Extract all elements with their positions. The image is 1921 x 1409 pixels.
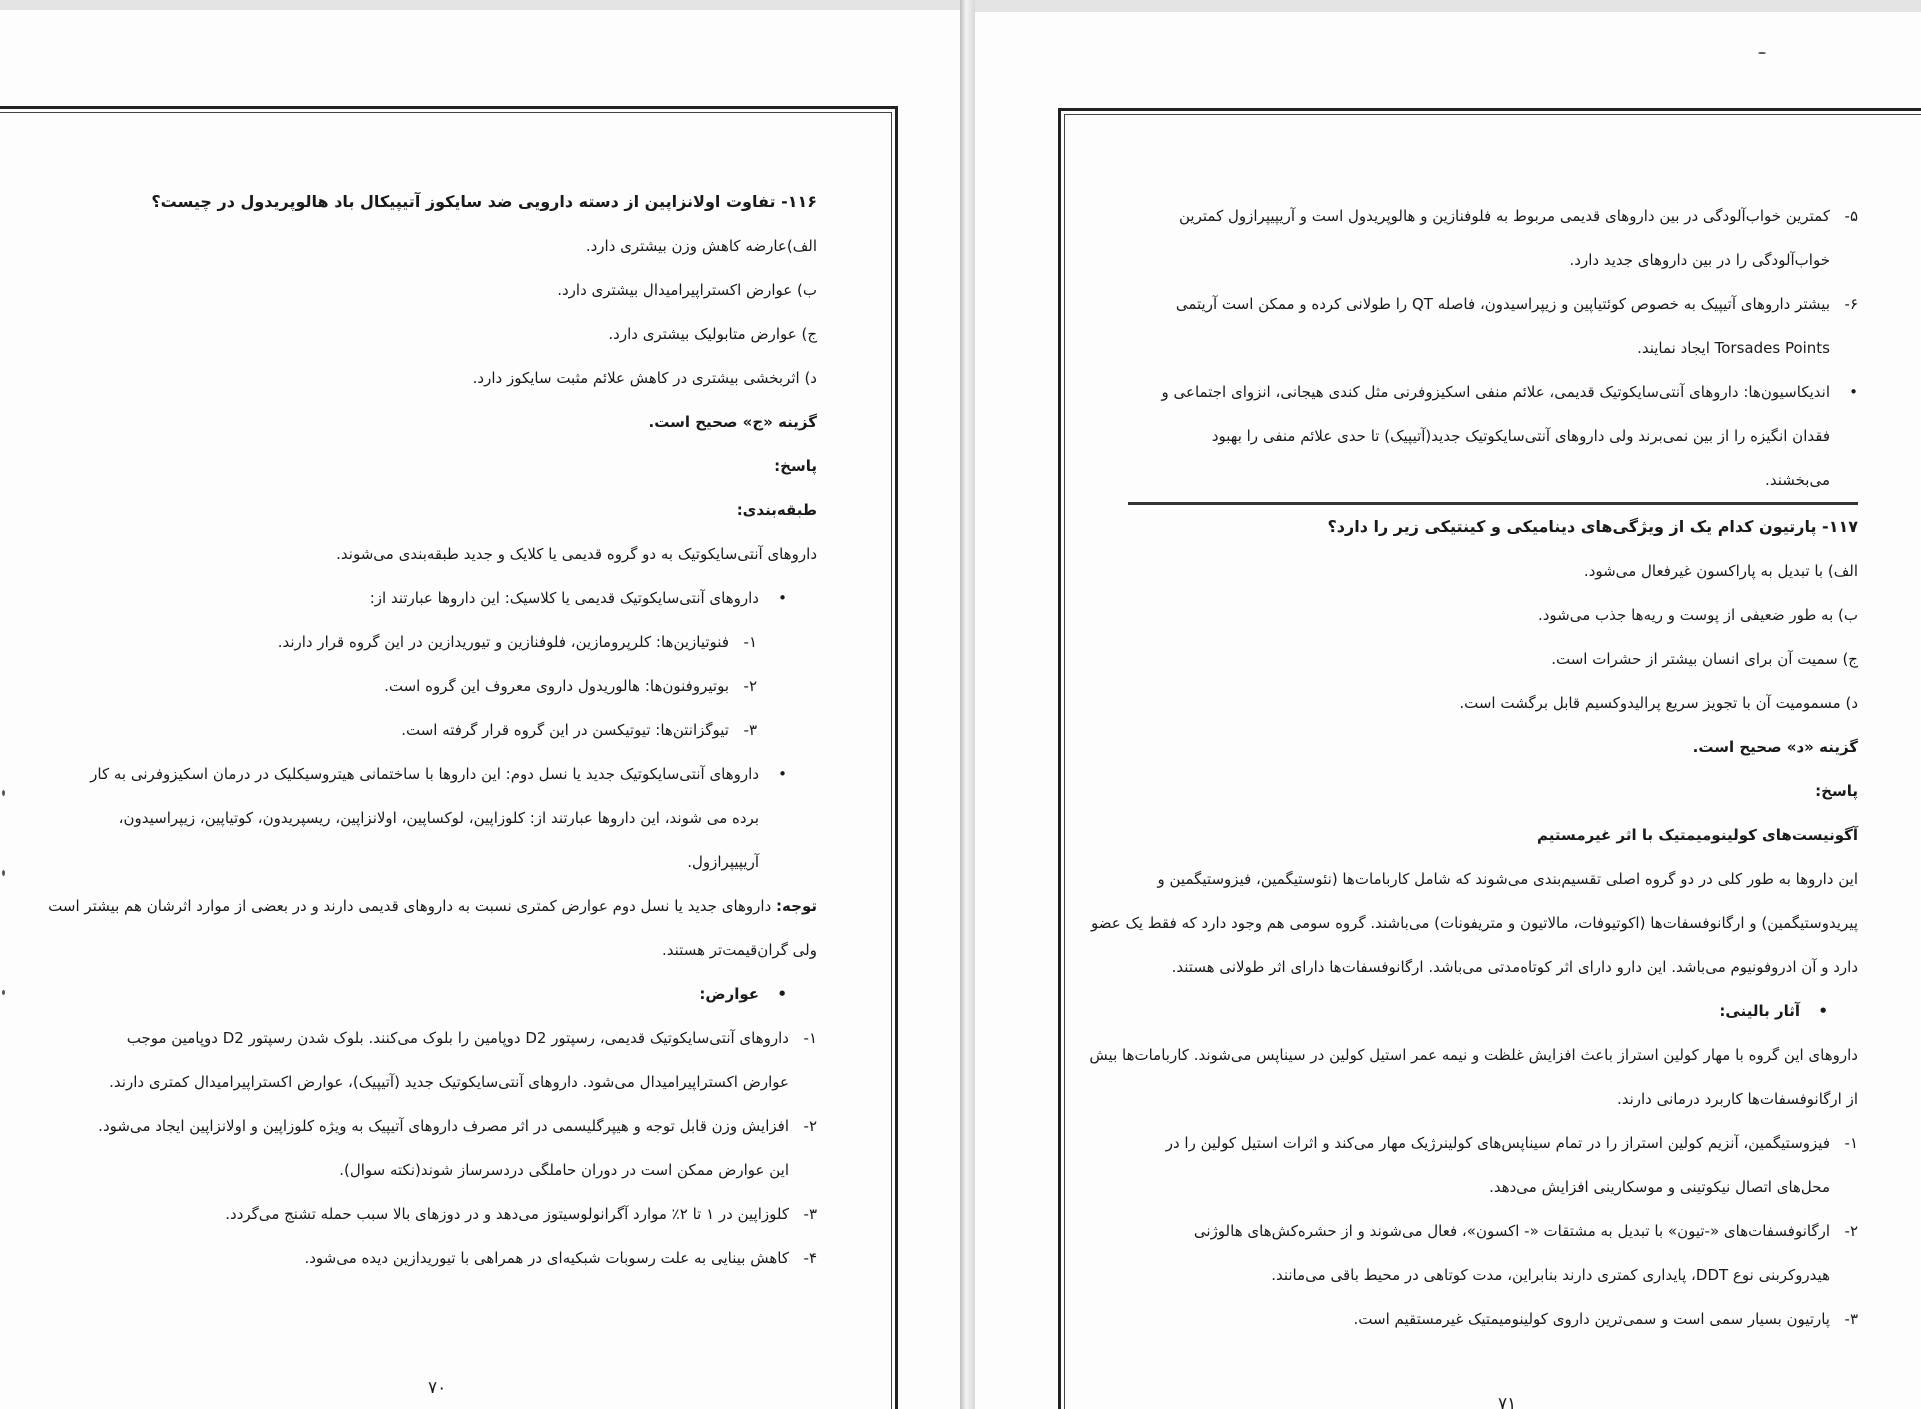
indications-bullet	[1128, 370, 1858, 502]
scan-speck	[1758, 52, 1766, 54]
item-line: عوارض اکستراپیرامیدال می‌شود. داروهای آنتی‌سایکوتیک جدید (آتیپیک)، عوارض اکستراپیرامیدال کمتری دارند.	[109, 1073, 789, 1091]
old-item-1	[55, 620, 757, 664]
continued-item-6	[1128, 282, 1858, 370]
paragraph-line: دارد و آن ادروفونیوم می‌باشد. این دارو دارای اثر کوتاه‌مدتی می‌باشد. ارگانوفسفات‌ها دارای اثر طولانی هستند.	[1171, 958, 1858, 976]
classification-label: طبقه‌بندی:	[736, 501, 817, 519]
right-page-content	[1089, 194, 1858, 1341]
item-line: فیزوستیگمین، آنزیم کولین استراز را در تمام سیناپس‌های کولینرژیک مهار می‌کند و اثرات استیل کولین را در	[1165, 1134, 1830, 1152]
right-page	[975, 12, 1921, 1409]
bullet-old-text: داروهای آنتی‌سایکوتیک قدیمی یا کلاسیک: این داروها عبارتند از:	[369, 589, 759, 607]
question-116-title: ۱۱۶- تفاوت اولانزاپین از دسته دارویی ضد سایکوز آتیپیکال باد هالوپریدول در چیست؟	[151, 192, 817, 211]
left-page-content	[48, 180, 817, 1280]
item-line: این عوارض ممکن است در دوران حاملگی دردسرساز شوند(نکته سوال).	[339, 1161, 789, 1179]
item-marker: ۵-	[1844, 207, 1858, 225]
item-text: فنوتیازین‌ها: کلرپرومازین، فلوفنازین و تیوریدازین در این گروه قرار دارند.	[277, 633, 729, 651]
bullet-marker: •	[778, 765, 787, 783]
bullet-new-line: آریپیپرازول.	[687, 853, 759, 871]
paragraph-line: این داروها به طور کلی در دو گروه اصلی تقسیم‌بندی می‌شوند که شامل کاربامات‌ها (نئوستیگمین، فیزوستیگمین و	[1157, 870, 1858, 888]
side-effect-3	[55, 1192, 817, 1236]
item-marker: ۳-	[1844, 1310, 1858, 1328]
clinical-item-3	[1128, 1297, 1858, 1341]
item-line: فقدان انگیزه را از بین نمی‌برند ولی داروهای آنتی‌سایکوتیک جدید(آتیپیک) تا حدی علائم منفی را بهبود	[1211, 427, 1830, 445]
answer-label: پاسخ:	[1815, 782, 1858, 800]
book-gutter	[960, 0, 975, 1409]
item-line: بیشتر داروهای آتیپیک به خصوص کوئتیاپین و زیپراسیدون، فاصله QT را طولانی کرده و ممکن است آریتمی	[1175, 295, 1830, 313]
item-marker: ۱-	[803, 1029, 817, 1047]
answer-label: پاسخ:	[774, 457, 817, 475]
old-item-3	[55, 708, 757, 752]
old-item-2	[55, 664, 757, 708]
bullet-new-line: داروهای آنتی‌سایکوتیک جدید یا نسل دوم: این داروها با ساختمانی هیتروسیکلیک در درمان اسکیزوفرنی به کار	[90, 765, 759, 783]
item-line: پارتیون بسیار سمی است و سمی‌ترین داروی کولینومیمتیک غیرمستقیم است.	[1353, 1310, 1830, 1328]
note-text: داروهای جدید یا نسل دوم عوارض کمتری نسبت به داروهای قدیمی دارند و در بعضی از موارد اثرشان هم بیشتر است	[48, 897, 772, 915]
item-line: اندیکاسیون‌ها: داروهای آنتی‌سایکوتیک قدیمی، علائم منفی اسکیزوفرنی مثل کندی هیجانی، انزوای اجتماعی و	[1161, 383, 1830, 401]
item-marker: ۱-	[743, 633, 757, 651]
correct-answer: گزینه «ج» صحیح است.	[648, 413, 817, 431]
bullet-marker: •	[777, 985, 787, 1003]
clinical-item-1	[1128, 1121, 1858, 1209]
scan-speck	[2, 870, 5, 876]
clinical-line: از ارگانوفسفات‌ها کاربرد درمانی دارند.	[1616, 1090, 1858, 1108]
side-effect-4	[55, 1236, 817, 1280]
item-marker: ۳-	[743, 721, 757, 739]
item-marker: ۲-	[1844, 1222, 1858, 1240]
bullet-marker: •	[1818, 1002, 1828, 1020]
item-line: خواب‌آلودگی را در بین داروهای جدید دارد.	[1569, 251, 1830, 269]
item-line: ارگانوفسفات‌های «-تیون» با تبدیل به مشتقات «- اکسون»، فعال می‌شوند و از حشره‌کش‌های هالوژنی	[1193, 1222, 1830, 1240]
clinical-label: آثار بالینی:	[1719, 1002, 1800, 1020]
option-c: ج) عوارض متابولیک بیشتری دارد.	[608, 325, 817, 343]
item-marker: ۳-	[803, 1205, 817, 1223]
paragraph-line: پیریدوستیگمین) و ارگانوفسفات‌ها (اکوتیوفات، مالاتیون و متریفونات) می‌باشند. گروه سومی هم وجود دارد که فقط یک عضو	[1090, 914, 1858, 932]
left-page	[0, 10, 960, 1409]
item-marker: ۱-	[1844, 1134, 1858, 1152]
item-line: کمترین خواب‌آلودگی در بین داروهای قدیمی مربوط به فلوفنازین و هالوپریدول است و آریپیپرازول کمترین	[1179, 207, 1830, 225]
item-line: می‌بخشند.	[1765, 471, 1830, 489]
classification-intro: داروهای آنتی‌سایکوتیک به دو گروه قدیمی یا کلایک و جدید طبقه‌بندی می‌شوند.	[336, 545, 817, 563]
item-line: کلوزاپین در ۱ تا ۲٪ موارد آگرانولوسیتوز می‌دهد و در دوزهای بالا سبب حمله تشنج می‌گردد.	[225, 1205, 789, 1223]
note-line-1	[48, 884, 817, 928]
item-marker: ۲-	[743, 677, 757, 695]
option-d: د) مسمومیت آن با تجویز سریع پرالیدوکسیم قابل برگشت است.	[1459, 694, 1858, 712]
item-line: کاهش بینایی به علت رسوبات شبکیه‌ای در همراهی با تیوریدازین دیده می‌شود.	[304, 1249, 789, 1267]
option-a: الف)عارضه کاهش وزن بیشتری دارد.	[585, 237, 817, 255]
side-effect-2	[55, 1104, 817, 1192]
scan-speck	[2, 790, 5, 796]
option-c: ج) سمیت آن برای انسان بیشتر از حشرات است.	[1551, 650, 1858, 668]
note-label: توجه:	[776, 897, 817, 915]
item-line: محل‌های اتصال نیکوتینی و موسکارینی افزایش می‌دهد.	[1489, 1178, 1830, 1196]
section-heading: آگونیست‌های کولینومیمتیک با اثر غیرمستیم	[1537, 826, 1858, 844]
item-text: تیوگزانتن‌ها: تیوتیکسن در این گروه قرار گرفته است.	[401, 721, 729, 739]
scan-speck	[2, 990, 5, 995]
bullet-old-drugs	[55, 576, 787, 620]
item-text: بوتیروفنون‌ها: هالوریدول داروی معروف این گروه است.	[384, 677, 729, 695]
bullet-new-drugs	[55, 752, 787, 884]
bullet-marker: •	[1849, 383, 1858, 401]
item-marker: ۴-	[803, 1249, 817, 1267]
note-line-2: ولی گران‌قیمت‌تر هستند.	[662, 941, 817, 959]
side-effects-heading	[55, 972, 787, 1016]
item-marker: ۶-	[1844, 295, 1858, 313]
bullet-marker: •	[778, 589, 787, 607]
item-line: Torsades Points ایجاد نمایند.	[1637, 339, 1830, 357]
side-effect-1	[55, 1016, 817, 1104]
side-effects-label: عوارض:	[699, 985, 759, 1003]
bullet-new-line: برده می شوند، این داروها عبارتند از: کلوزاپین، لوکساپین، اولانزاپین، ریسپریدون، کوتیاپین، زیپراسیدون،	[118, 809, 759, 827]
option-b: ب) به طور ضعیفی از پوست و ریه‌ها جذب می‌شود.	[1537, 606, 1858, 624]
clinical-line: داروهای این گروه با مهار کولین استراز باعث افزایش غلظت و نیمه عمر استیل کولین در سیناپس می‌شوند. کاربامات‌ها بیش	[1089, 1046, 1858, 1064]
continued-item-5	[1128, 194, 1858, 282]
option-a: الف) با تبدیل به پاراکسون غیرفعال می‌شود.	[1583, 562, 1858, 580]
page-number-left: ۷۰	[428, 1378, 447, 1398]
item-line: داروهای آنتی‌سایکوتیک قدیمی، رسپتور D2 دوپامین را بلوک می‌کنند. بلوک شدن رسپتور D2 دوپامین موجب	[126, 1029, 789, 1047]
option-b: ب) عوارض اکستراپیرامیدال بیشتری دارد.	[557, 281, 817, 299]
item-line: هیدروکربنی نوع DDT، پایداری کمتری دارند بنابراین، مدت کوتاهی در محیط باقی می‌مانند.	[1271, 1266, 1830, 1284]
clinical-heading	[1128, 989, 1828, 1033]
item-line: افزایش وزن قابل توجه و هیپرگلیسمی در اثر مصرف داروهای آتیپیک به ویژه کلوزاپین و اولانزاپین ایجاد می‌شود.	[98, 1117, 789, 1135]
item-marker: ۲-	[803, 1117, 817, 1135]
clinical-item-2	[1128, 1209, 1858, 1297]
question-117-title: ۱۱۷- پارتیون کدام یک از ویژگی‌های دینامیکی و کینتیکی زیر را دارد؟	[1327, 517, 1858, 536]
page-number-right: ۷۱	[1498, 1394, 1517, 1409]
correct-answer: گزینه «د» صحیح است.	[1692, 738, 1858, 756]
option-d: د) اثربخشی بیشتری در کاهش علائم مثبت سایکوز دارد.	[472, 369, 817, 387]
